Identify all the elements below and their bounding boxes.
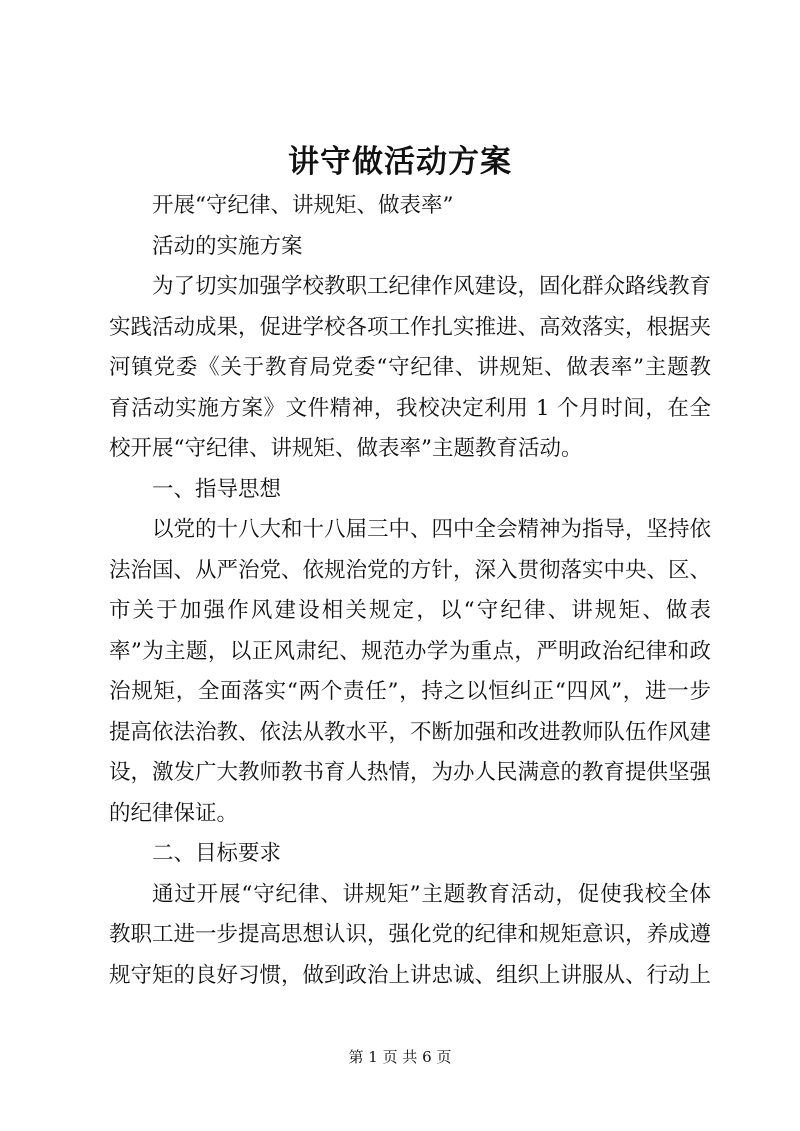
paragraph-guiding-ideology: 以党的十八大和十八届三中、四中全会精神为指导，坚持依法治国、从严治党、依规治党的方针，深入贯彻落实中央、区、市关于加强作风建设相关规定，以“守纪律、讲规矩、做表率”为主题，以正风肃纪、规范办学为重点，严明政治纪律和政治规矩，全面落实“两个责任”，持之以恒纠正“四风”，进一步提高依法治教、依法从教水平，不断加强和改进教师队伍作风建设，激发广大教师教书育人热情，为办人民满意的教育提供坚强的纪律保证。 <box>109 517 712 826</box>
paragraph-goals: 通过开展“守纪律、讲规矩”主题教育活动，促使我校全体教职工进一步提高思想认识，强化党的纪律和规矩意识，养成遵规守矩的良好习惯，做到政治上讲忠诚、组织上讲服从、行动上 <box>109 881 712 988</box>
document-title: 讲守做活动方案 <box>288 144 512 180</box>
paragraph-subtitle-line-2: 活动的实施方案 <box>152 233 303 259</box>
page-footer: 第 1 页 共 6 页 <box>348 1048 452 1066</box>
paragraph-subtitle-line-1: 开展“守纪律、讲规矩、做表率” <box>152 193 454 218</box>
paragraph-intro: 为了切实加强学校教职工纪律作风建设，固化群众路线教育实践活动成果，促进学校各项工作扎实推进、高效落实，根据夹河镇党委《关于教育局党委“守纪律、讲规矩、做表率”主题教育活动实施方案》文件精神，我校决定利用 1 个月时间，在全校开展“守纪律、讲规矩、做表率”主题教育活动。 <box>109 274 712 461</box>
document-body <box>109 186 711 996</box>
section-heading-guiding-ideology: 一、指导思想 <box>152 476 282 502</box>
section-heading-goals: 二、目标要求 <box>152 841 282 866</box>
